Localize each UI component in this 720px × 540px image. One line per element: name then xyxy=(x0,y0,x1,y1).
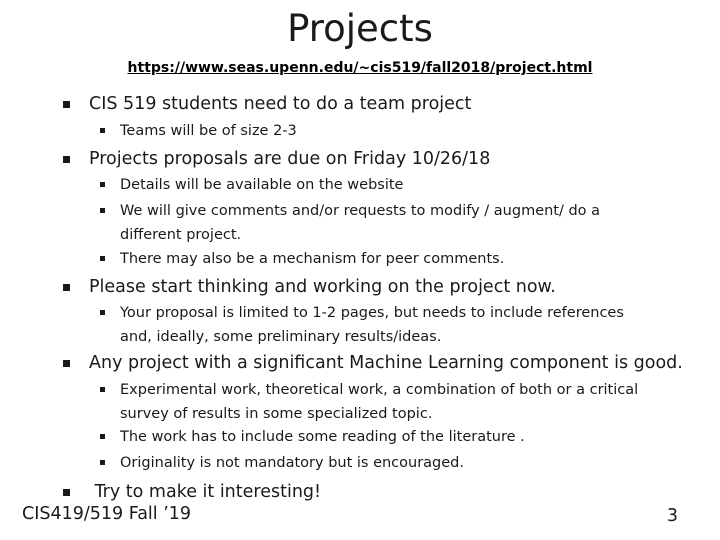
bullet-start-now xyxy=(89,276,556,298)
sub-bullet-square-icon xyxy=(100,128,105,133)
bullet-team-project xyxy=(89,93,471,115)
sub-bullet-square-icon xyxy=(100,208,105,213)
footer-course: CIS419/519 Fall ’19 xyxy=(22,504,192,524)
sub-bullet-text: Originality is not mandatory but is encouraged. xyxy=(120,455,464,471)
bullet-text: Please start thinking and working on the project now. xyxy=(89,277,556,297)
sub-bullet-literature xyxy=(120,425,660,449)
sub-bullet-text: We will give comments and/or requests to modify / augment/ do a different project. xyxy=(120,203,601,243)
bullet-square-icon xyxy=(63,360,70,367)
sub-bullet-square-icon xyxy=(100,310,105,315)
bullet-proposal-due xyxy=(89,148,490,170)
sub-bullet-square-icon xyxy=(100,256,105,261)
sub-bullet-work-types xyxy=(120,378,660,426)
sub-bullet-comments xyxy=(120,199,635,247)
sub-bullet-text: Teams will be of size 2-3 xyxy=(120,123,297,139)
bullet-text: Projects proposals are due on Friday 10/26/18 xyxy=(89,149,491,169)
sub-bullet-square-icon xyxy=(100,387,105,392)
slide-title: Projects xyxy=(287,7,433,50)
bullet-square-icon xyxy=(63,101,70,108)
sub-bullet-text: Experimental work, theoretical work, a combination of both or a critical survey of results in some specialized topic. xyxy=(120,382,639,422)
sub-bullet-text: The work has to include some reading of the literature . xyxy=(120,429,525,445)
bullet-square-icon xyxy=(63,156,70,163)
sub-bullet-proposal-length xyxy=(120,301,640,349)
sub-bullet-square-icon xyxy=(100,434,105,439)
bullet-interesting xyxy=(89,481,321,503)
sub-bullet-originality xyxy=(120,451,660,475)
bullet-text: Try to make it interesting! xyxy=(89,482,322,502)
bullet-square-icon xyxy=(63,489,70,496)
bullet-text: Any project with a significant Machine Learning component is good. xyxy=(89,353,683,373)
bullet-square-icon xyxy=(63,284,70,291)
sub-bullet-peer-comments xyxy=(120,247,660,271)
bullet-ml-component xyxy=(89,352,683,374)
sub-bullet-text: Your proposal is limited to 1-2 pages, but needs to include references and, ideally, some preliminary results/ideas. xyxy=(120,305,624,345)
sub-bullet-details xyxy=(120,173,660,197)
sub-bullet-square-icon xyxy=(100,460,105,465)
project-link[interactable]: https://www.seas.upenn.edu/~cis519/fall2018/project.html xyxy=(127,60,593,76)
sub-bullet-team-size xyxy=(120,119,660,143)
page-number: 3 xyxy=(666,506,678,526)
sub-bullet-square-icon xyxy=(100,182,105,187)
bullet-text: CIS 519 students need to do a team project xyxy=(89,94,472,114)
sub-bullet-text: Details will be available on the website xyxy=(120,177,404,193)
sub-bullet-text: There may also be a mechanism for peer comments. xyxy=(120,251,505,267)
